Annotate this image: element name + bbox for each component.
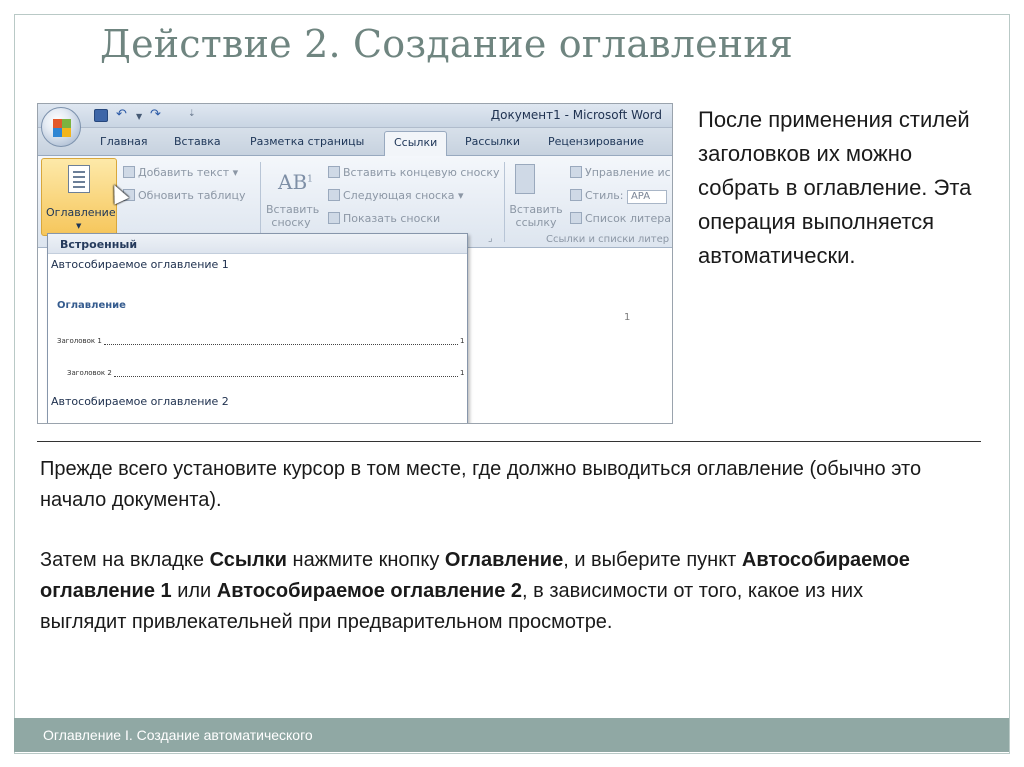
show-notes-icon: [328, 212, 340, 224]
toc-preview-page-1: 1: [460, 337, 465, 345]
endnote-icon: [328, 166, 340, 178]
chevron-down-icon: ▼: [76, 222, 82, 230]
manage-sources-button[interactable]: Управление ис: [570, 166, 671, 179]
toc-leader-dots: [104, 344, 458, 345]
chevron-down-icon[interactable]: ▼: [136, 112, 143, 121]
title-bar: [38, 104, 672, 128]
tab-review[interactable]: Рецензирование: [548, 135, 644, 148]
window-title: Документ1 - Microsoft Word: [490, 108, 662, 122]
undo-icon[interactable]: ↶: [116, 107, 127, 122]
toc-gallery: [47, 233, 468, 424]
manage-sources-icon: [570, 166, 582, 178]
redo-icon[interactable]: ↷: [150, 107, 161, 122]
instruction-paragraph-1: Прежде всего установите курсор в том месте, где должно выводиться оглавление (обычно это начало документа).: [40, 458, 922, 511]
toc-leader-dots: [114, 376, 458, 377]
page-number: 1: [624, 312, 631, 323]
gallery-item-auto-toc-2[interactable]: Автособираемое оглавление 2: [51, 395, 229, 408]
insert-citation-button[interactable]: Вставить ссылку: [509, 203, 563, 229]
tab-mailings[interactable]: Рассылки: [465, 135, 520, 148]
footer-text: Оглавление I. Создание автоматического: [43, 727, 313, 743]
update-table-button[interactable]: Обновить таблицу: [123, 189, 246, 202]
word-screenshot: [37, 103, 673, 424]
bibliography-button[interactable]: Список литера: [570, 212, 671, 225]
tab-page-layout[interactable]: Разметка страницы: [250, 135, 365, 148]
tab-insert[interactable]: Вставка: [174, 135, 221, 148]
style-icon: [570, 189, 582, 201]
tab-references[interactable]: Ссылки: [384, 131, 447, 157]
save-icon[interactable]: [94, 109, 108, 122]
next-footnote-button[interactable]: Следующая сноска ▾: [328, 189, 464, 202]
toc-icon: [68, 165, 90, 193]
gallery-preview-title: Оглавление: [57, 300, 126, 311]
side-description: После применения стилей заголовков их можно собрать в оглавление. Эта операция выполняется автоматически.: [698, 107, 972, 268]
slide-title: Действие 2. Создание оглавления: [100, 22, 794, 66]
footnote-icon: $AB^1$: [278, 170, 313, 194]
office-button[interactable]: [41, 107, 81, 147]
show-notes-button[interactable]: Показать сноски: [328, 212, 440, 225]
insert-endnote-button[interactable]: Вставить концевую сноску: [328, 166, 500, 179]
toc-preview-page-2: 1: [460, 369, 465, 377]
insert-footnote-button[interactable]: Вставить сноску: [266, 203, 320, 229]
dialog-launcher-icon[interactable]: ⌟: [488, 233, 493, 244]
gallery-header: Встроенный: [48, 234, 467, 254]
add-text-button[interactable]: Добавить текст ▾: [123, 166, 238, 179]
toc-button[interactable]: [41, 158, 117, 236]
bibliography-icon: [570, 212, 582, 224]
instruction-paragraph-2: Затем на вкладке Ссылки нажмите кнопку Оглавление, и выберите пункт Автособираемое оглавление 1 или Автособираемое оглавление 2, в зависимости от того, какое из них выглядит привлекательней при предварительном просмотре.: [40, 549, 910, 633]
office-button-icon: [53, 119, 71, 137]
citation-icon: [515, 164, 535, 194]
toc-preview-heading-2: Заголовок 2: [67, 369, 112, 377]
divider: [37, 441, 981, 442]
group-label-citations: Ссылки и списки литер: [546, 234, 670, 245]
style-selector[interactable]: Стиль: APA: [570, 189, 667, 204]
ribbon-tabs: [38, 128, 672, 156]
next-footnote-icon: [328, 189, 340, 201]
add-text-icon: [123, 166, 135, 178]
toc-button-label: Оглавление: [46, 206, 116, 219]
gallery-item-auto-toc-1[interactable]: Автособираемое оглавление 1: [51, 258, 229, 271]
toc-preview-heading-1: Заголовок 1: [57, 337, 102, 345]
quick-access-customize-icon[interactable]: ⇣: [188, 109, 196, 119]
tab-home[interactable]: Главная: [100, 135, 148, 148]
footer-bar: [14, 718, 1009, 752]
